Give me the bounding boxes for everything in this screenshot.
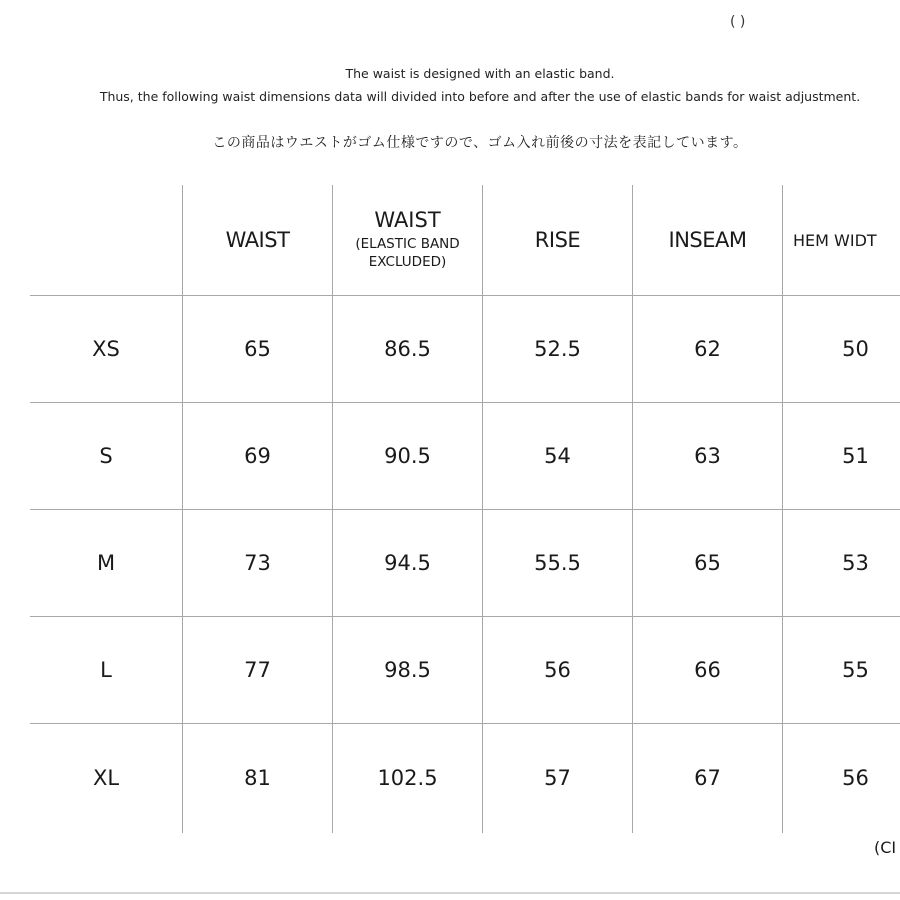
table-cell: 54 bbox=[544, 444, 571, 468]
table-cell: 56 bbox=[842, 766, 869, 790]
size-label-xs: XS bbox=[92, 337, 120, 361]
header-waist-elastic-title: WAIST bbox=[374, 207, 441, 232]
table-cell: 65 bbox=[244, 337, 271, 361]
size-label-s: S bbox=[99, 444, 113, 468]
table-cell: 69 bbox=[244, 444, 271, 468]
table-cell: 57 bbox=[544, 766, 571, 790]
japanese-note: この商品はウエストがゴム仕様ですので、ゴム入れ前後の寸法を表記しています。 bbox=[212, 135, 748, 151]
header-waist-elastic-sub2: EXCLUDED) bbox=[368, 254, 447, 271]
size-label-xl: XL bbox=[92, 766, 120, 790]
table-cell: 52.5 bbox=[534, 337, 581, 361]
table-cell: 62 bbox=[694, 337, 721, 361]
size-label-l: L bbox=[100, 658, 112, 682]
table-cell: 65 bbox=[694, 551, 721, 575]
table-cell: 81 bbox=[244, 766, 271, 790]
table-cell: 51 bbox=[842, 444, 869, 468]
waist-measurement-note: Thus, the following waist dimensions data will divided into before and after the use of elastic bands for waist adjustment. bbox=[99, 89, 861, 104]
elastic-band-note: The waist is designed with an elastic band. bbox=[345, 66, 615, 81]
table-cell: 50 bbox=[842, 337, 869, 361]
table-cell: 55.5 bbox=[534, 551, 581, 575]
table-cell: 98.5 bbox=[384, 658, 431, 682]
header-rise: RISE bbox=[534, 228, 581, 252]
header-waist: WAIST bbox=[225, 228, 290, 252]
table-cell: 53 bbox=[842, 551, 869, 575]
table-cell: 66 bbox=[694, 658, 721, 682]
table-cell: 94.5 bbox=[384, 551, 431, 575]
table-cell: 90.5 bbox=[384, 444, 431, 468]
table-cell: 77 bbox=[244, 658, 271, 682]
header-waist-elastic-sub1: (ELASTIC BAND bbox=[355, 235, 460, 252]
header-hem-width: HEM WIDT bbox=[793, 230, 877, 250]
bottom-divider bbox=[0, 892, 900, 894]
size-label-m: M bbox=[96, 551, 116, 575]
table-cell: 86.5 bbox=[384, 337, 431, 361]
table-cell: 102.5 bbox=[377, 766, 438, 790]
unit-note: (CI bbox=[874, 838, 897, 857]
table-cell: 55 bbox=[842, 658, 869, 682]
top-cropped-text: ( ) bbox=[730, 14, 746, 30]
table-cell: 56 bbox=[544, 658, 571, 682]
header-waist-elastic-excluded bbox=[333, 185, 482, 295]
table-cell: 63 bbox=[694, 444, 721, 468]
header-inseam: INSEAM bbox=[668, 228, 747, 252]
table-cell: 67 bbox=[694, 766, 721, 790]
size-chart-table bbox=[0, 185, 900, 835]
table-cell: 73 bbox=[244, 551, 271, 575]
